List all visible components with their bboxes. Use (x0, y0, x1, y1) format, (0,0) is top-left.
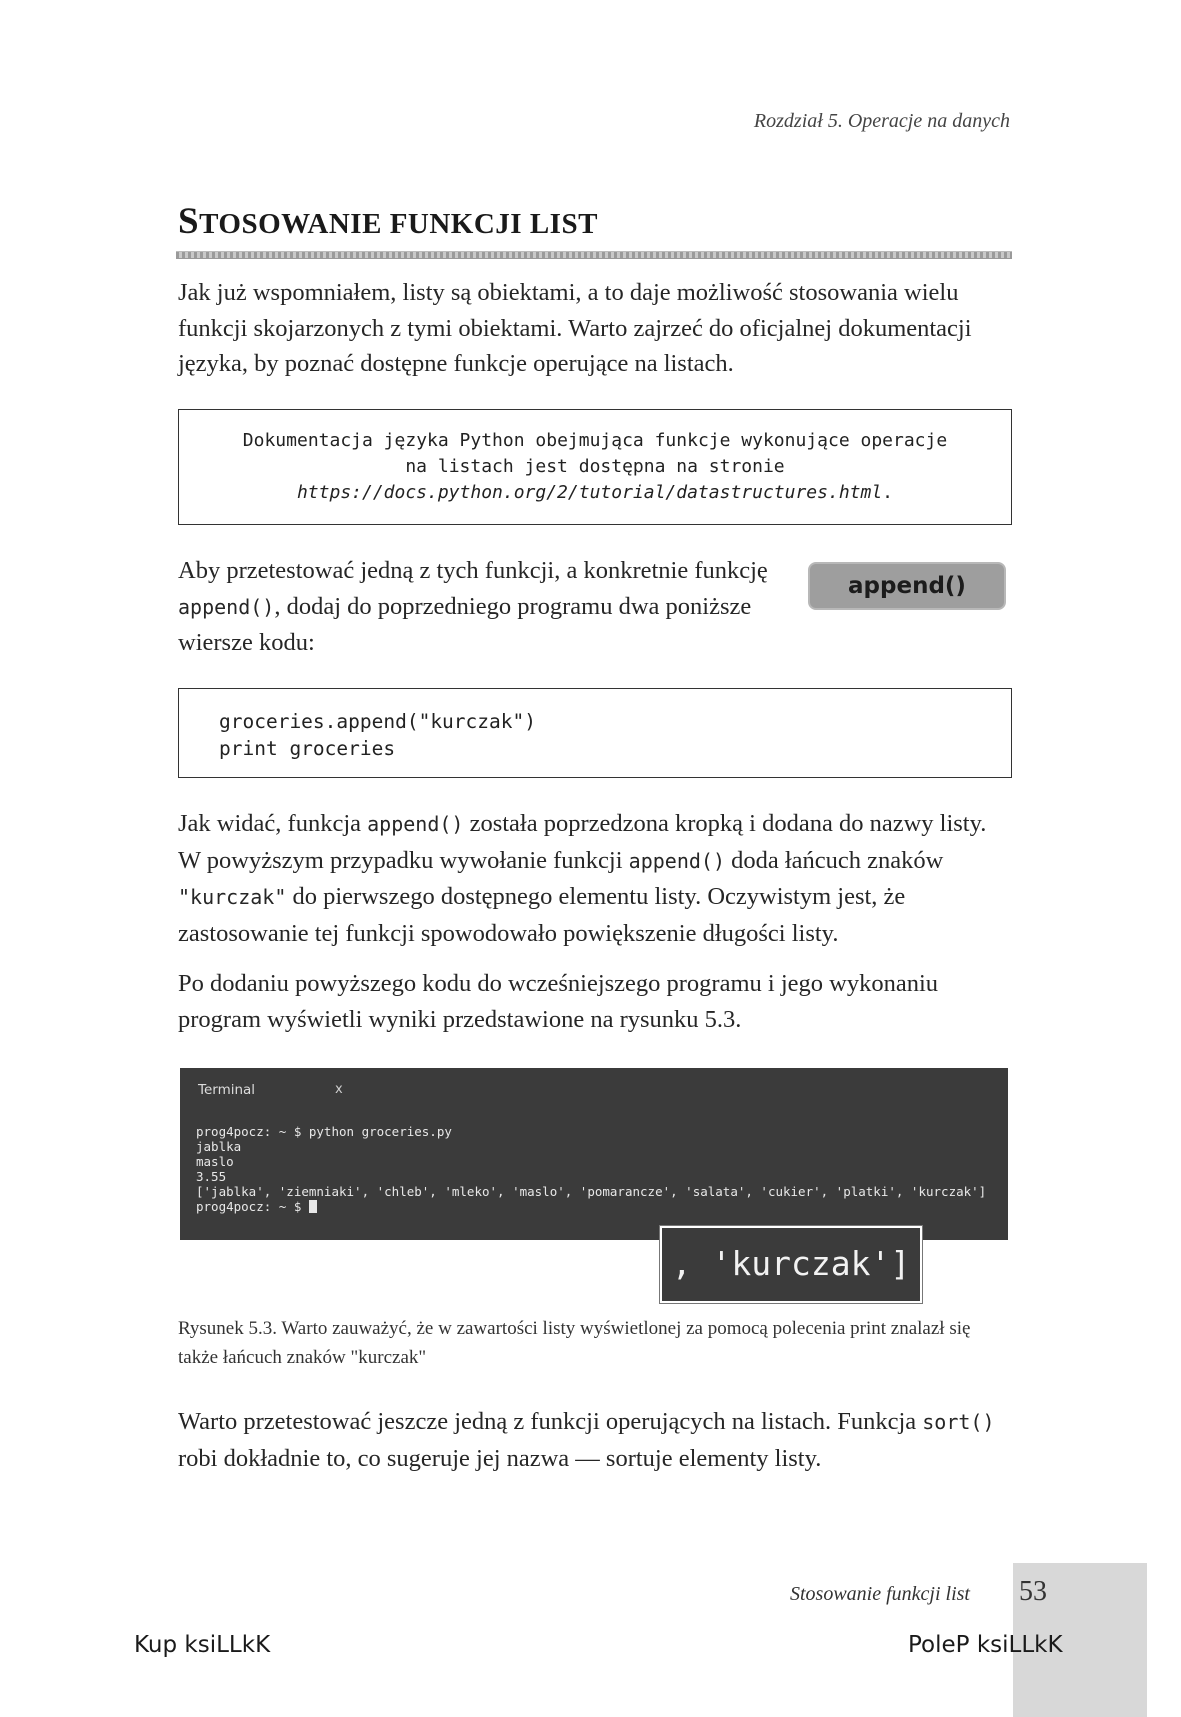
inline-code-kurczak: "kurczak" (178, 885, 287, 909)
zoomed-output-callout: , 'kurczak'] (660, 1226, 922, 1303)
terminal-tab-title[interactable]: Terminal (198, 1082, 256, 1098)
explanation-text-1: Jak widać, funkcja (178, 810, 368, 837)
inline-code-append-2: append() (628, 848, 725, 873)
note-line-3 (179, 480, 1011, 506)
intro-paragraph: Jak już wspomniałem, listy są obiektami, a to daje możliwość stosowania wielu funkcji skojarzonych z tymi obiektami. Warto zajrzeć do oficjalnej dokumentacji języka, by poznać dostępne funkcje operujące na listach. (178, 279, 972, 377)
terminal-line: 3.55 (196, 1169, 227, 1184)
sort-paragraph-text-1: Warto przetestować jeszcze jedną z funkcji operujących na listach. Funkcja (178, 1408, 923, 1435)
buy-book-link[interactable]: Kup ksiLLkK (134, 1632, 271, 1658)
terminal-line: prog4pocz: ~ $ python groceries.py (196, 1124, 452, 1139)
terminal-close-icon[interactable]: x (335, 1082, 343, 1097)
terminal-line: jablka (196, 1139, 242, 1154)
documentation-url[interactable]: https://docs.python.org/2/tutorial/datastructures.html (296, 482, 883, 503)
sort-paragraph-text-2: robi dokładnie to, co sugeruje jej nazwa — sortuje elementy listy. (178, 1444, 822, 1472)
inline-code-append-1: append() (367, 812, 464, 836)
explanation-text-2: została poprzedzona kropką i dodana do nazwy listy. W powyższym przypadku wywołanie funkcji (178, 810, 987, 874)
explanation-text-4: do pierwszego dostępnego elementu listy. Oczywistym jest, że zastosowanie tej funkcji spowodowało powiększenie długości listy. (178, 883, 906, 947)
page-number: 53 (1019, 1576, 1047, 1607)
terminal-line: ['jablka', 'ziemniaki', 'chleb', 'mleko', 'maslo', 'pomarancze', 'salata', 'cukier', 'platki', 'kurczak'] (196, 1184, 987, 1199)
note-line-2: na listach jest dostępna na stronie (405, 456, 785, 477)
code-line-2: print groceries (219, 737, 396, 760)
inline-code-sort: sort() (922, 1410, 995, 1434)
note-line-1: Dokumentacja języka Python obejmująca funkcje wykonujące operacje (242, 430, 948, 451)
terminal-cursor (309, 1200, 317, 1213)
code-block (178, 688, 1012, 778)
recommend-book-link[interactable]: PoleP ksiLLkK (908, 1632, 1063, 1658)
running-header: Rozdział 5. Operacje na danych (753, 110, 1010, 132)
section-title (178, 200, 1018, 243)
title-divider (176, 251, 1012, 259)
explanation-text-3: doda łańcuch znaków (724, 846, 944, 874)
sort-paragraph (178, 1404, 1012, 1476)
footer-section-label: Stosowanie funkcji list (790, 1583, 970, 1605)
terminal-window (180, 1068, 1008, 1240)
terminal-line: maslo (196, 1154, 234, 1169)
url-suffix: . (882, 482, 894, 503)
section-title-initial: S (178, 201, 200, 242)
terminal-prompt: prog4pocz: ~ $ (196, 1199, 309, 1214)
append-paragraph-text-2: , dodaj do poprzedniego programu dwa poniższe wiersze kodu: (178, 592, 752, 656)
terminal-output (196, 1124, 986, 1214)
explanation-paragraph (178, 806, 1012, 951)
documentation-note-box (178, 409, 1012, 525)
section-title-rest: TOSOWANIE FUNKCJI LIST (199, 208, 598, 240)
append-badge: append() (808, 562, 1006, 610)
terminal-prompt-line (196, 1199, 986, 1214)
inline-code-append: append() (178, 594, 275, 619)
append-paragraph (178, 553, 798, 661)
result-paragraph: Po dodaniu powyższego kodu do wcześniejszego programu i jego wykonaniu program wyświetli wyniki przedstawione na rysunku 5.3. (178, 970, 939, 1033)
figure-caption: Rysunek 5.3. Warto zauważyć, że w zawartości listy wyświetlonej za pomocą polecenia print znalazł się także łańcuch znaków "kurczak" (178, 1318, 971, 1368)
code-line-1: groceries.append("kurczak") (219, 710, 536, 733)
append-paragraph-text-1: Aby przetestować jedną z tych funkcji, a konkretnie funkcję (178, 557, 768, 584)
